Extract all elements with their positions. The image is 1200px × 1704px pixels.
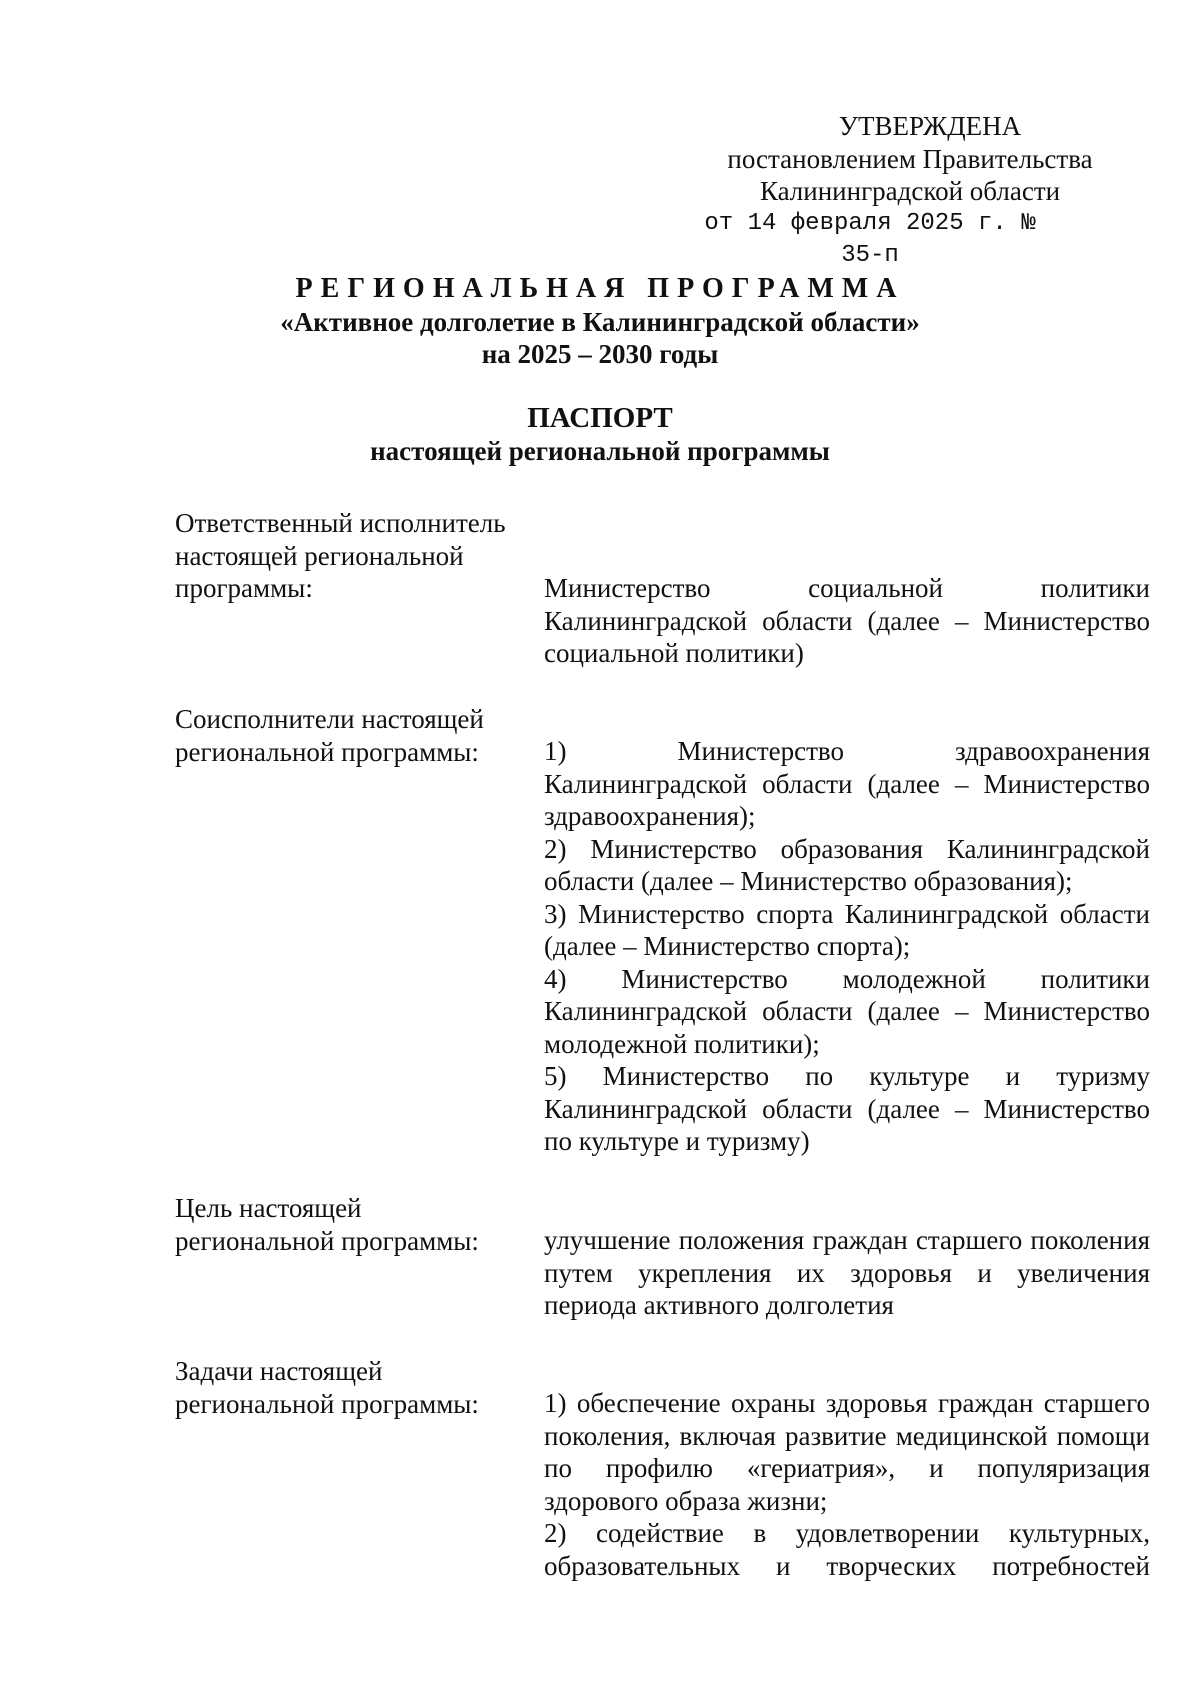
section-label <box>175 1355 535 1420</box>
label-line: Задачи настоящей <box>175 1356 383 1386</box>
value-item: Министерство социальной политики Калининградской области (далее – Министерство социальной политики) <box>544 573 1150 668</box>
value-item: 1) обеспечение охраны здоровья граждан старшего поколения, включая развитие медицинской помощи по профилю «гериатрия», и популяризация здорового образа жизни; <box>544 1388 1150 1516</box>
approval-block <box>680 110 1140 273</box>
passport-heading: ПАСПОРТ <box>527 402 673 434</box>
section-label <box>175 703 535 768</box>
label-line: программы: <box>175 573 313 603</box>
approval-stamp: УТВЕРЖДЕНА <box>838 111 1022 141</box>
label-line: региональной программы: <box>175 1225 479 1256</box>
section-value <box>544 1387 1150 1582</box>
value-item: 5) Министерство по культуре и туризму Калининградской области (далее – Министерство по культуре и туризму) <box>544 1061 1150 1156</box>
program-title-years: на 2025 – 2030 годы <box>481 339 719 369</box>
section-value <box>544 735 1150 1158</box>
approval-decree-line: постановлением Правительства <box>727 143 1093 174</box>
section-label <box>175 1192 535 1257</box>
label-line: региональной программы: <box>175 736 479 767</box>
value-item: улучшение положения граждан старшего поколения путем укрепления их здоровья и увеличения периода активного долголетия <box>544 1225 1150 1320</box>
program-title-name: «Активное долголетие в Калининградской области» <box>280 306 920 337</box>
section-value <box>544 572 1150 670</box>
passport-subheading: настоящей региональной программы <box>370 435 830 466</box>
label-line: настоящей региональной <box>175 540 464 571</box>
section-label <box>175 507 535 605</box>
value-item: 2) Министерство образования Калининградской области (далее – Министерство образования); <box>544 833 1150 896</box>
approval-date-number: от 14 февраля 2025 г. № 35-п <box>704 209 1036 269</box>
approval-region-line: Калининградской области <box>759 176 1061 206</box>
label-line: Ответственный исполнитель <box>175 508 506 538</box>
label-line: Цель настоящей <box>175 1193 362 1223</box>
value-item: 2) содействие в удовлетворении культурных, образовательных и творческих потребностей <box>544 1518 1150 1581</box>
value-item: 1) Министерство здравоохранения Калининградской области (далее – Министерство здравоохранения); <box>544 736 1150 831</box>
section-value <box>544 1224 1150 1322</box>
value-item: 3) Министерство спорта Калининградской области (далее – Министерство спорта); <box>544 898 1150 961</box>
value-item: 4) Министерство молодежной политики Калининградской области (далее – Министерство молодежной политики); <box>544 963 1150 1059</box>
program-title-heading: РЕГИОНАЛЬНАЯ ПРОГРАММА <box>295 273 905 304</box>
label-line: Соисполнители настоящей <box>175 704 484 734</box>
passport-heading-block <box>0 402 1200 467</box>
program-title <box>0 273 1200 371</box>
label-line: региональной программы: <box>175 1388 479 1419</box>
